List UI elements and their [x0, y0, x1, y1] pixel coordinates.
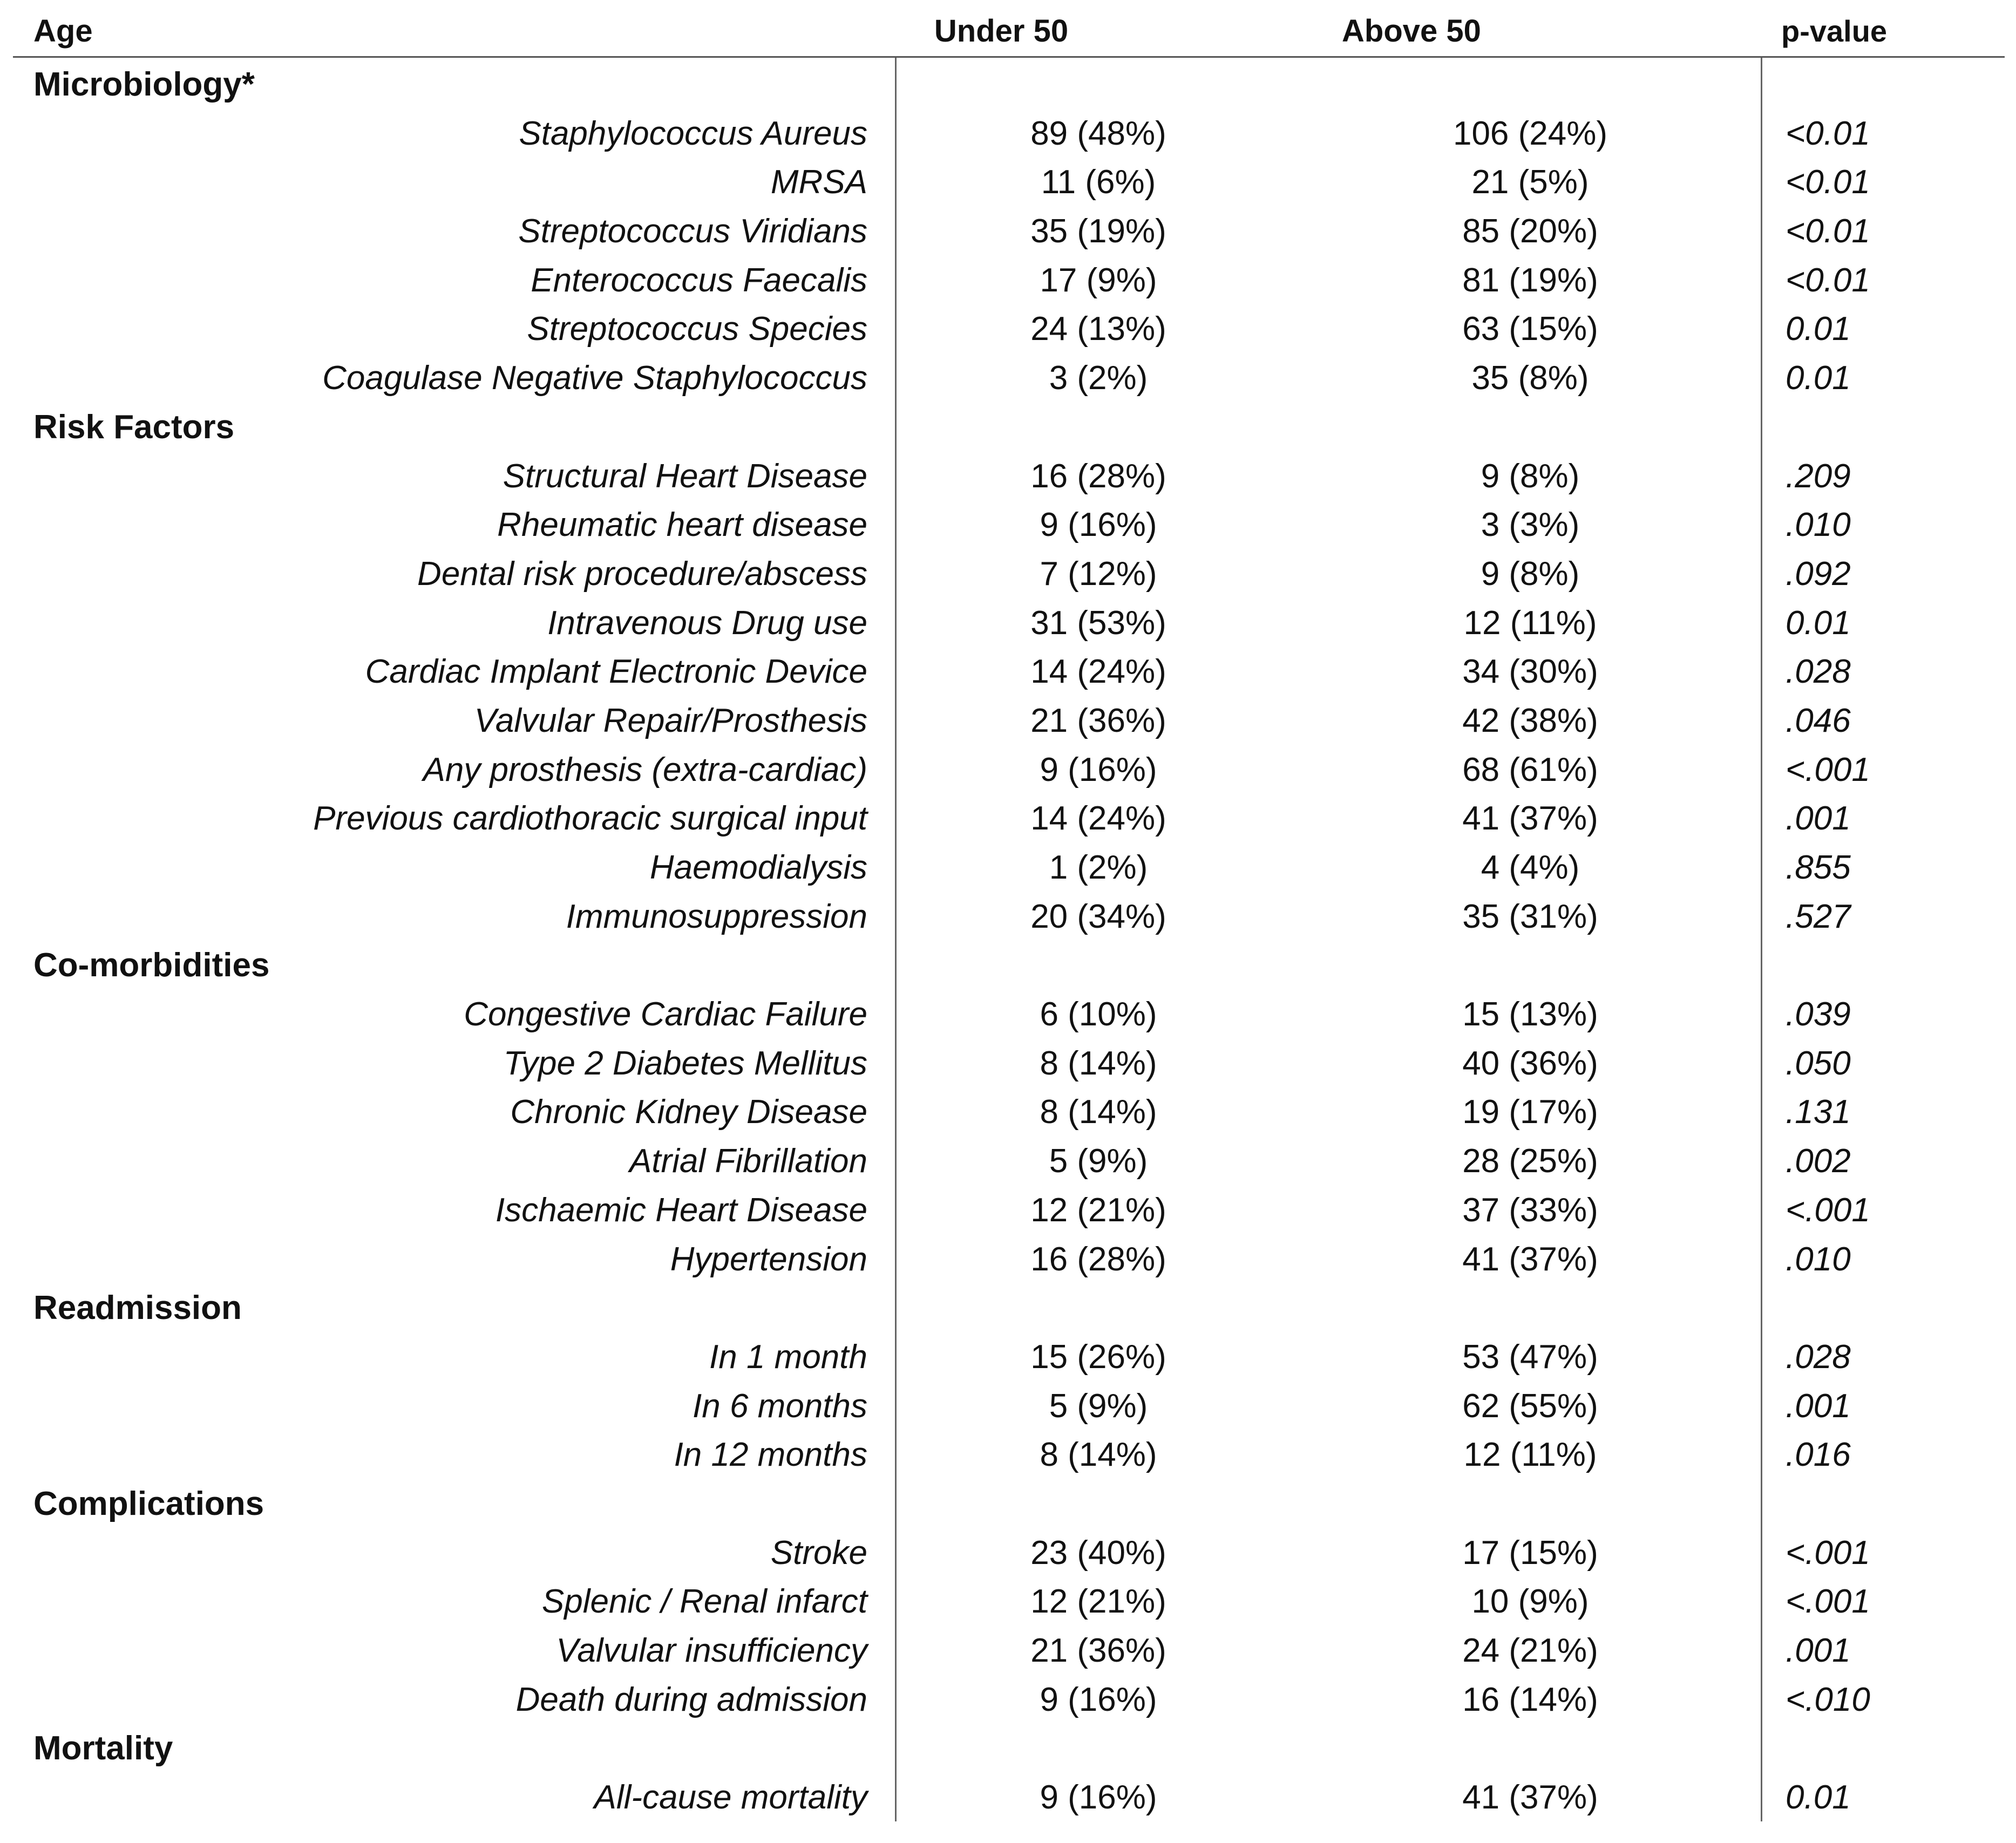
section-row [0, 941, 2016, 990]
table-row [0, 746, 2016, 795]
row-label: Splenic / Renal infarct [541, 1583, 867, 1621]
under-50-value: 31 (53%) [1030, 604, 1166, 642]
p-value: .527 [1786, 897, 1851, 935]
above-50-value: 42 (38%) [1462, 702, 1598, 739]
table-row [0, 1039, 2016, 1089]
under-50-value: 89 (48%) [1030, 114, 1166, 152]
under-50-value: 16 (28%) [1030, 457, 1166, 495]
above-50-value: 16 (14%) [1462, 1681, 1598, 1718]
row-label: Stroke [770, 1534, 867, 1572]
row-label: Chronic Kidney Disease [510, 1093, 867, 1131]
p-value: <0.01 [1786, 114, 1870, 152]
above-50-value: 40 (36%) [1462, 1044, 1598, 1082]
section-title: Risk Factors [33, 408, 235, 446]
table-row [0, 599, 2016, 648]
table-row [0, 844, 2016, 893]
row-label: Immunosuppression [566, 897, 867, 935]
above-50-value: 9 (8%) [1481, 555, 1580, 593]
table-row [0, 1186, 2016, 1235]
table-row [0, 794, 2016, 844]
table-body [0, 60, 2016, 1822]
row-label: In 1 month [709, 1338, 867, 1376]
table-row [0, 1382, 2016, 1431]
p-value: <0.01 [1786, 261, 1870, 299]
under-50-value: 9 (16%) [1040, 1779, 1157, 1817]
table-row [0, 550, 2016, 599]
row-label: Valvular insufficiency [556, 1632, 867, 1669]
above-50-value: 21 (5%) [1471, 164, 1589, 201]
p-value: .016 [1786, 1436, 1851, 1474]
table-row [0, 1333, 2016, 1382]
row-label: Atrial Fibrillation [629, 1142, 867, 1180]
section-row [0, 403, 2016, 452]
under-50-value: 21 (36%) [1030, 702, 1166, 739]
above-50-value: 24 (21%) [1462, 1632, 1598, 1669]
under-50-value: 3 (2%) [1049, 359, 1148, 397]
above-50-value: 35 (8%) [1471, 359, 1589, 397]
table-row [0, 354, 2016, 403]
above-50-value: 10 (9%) [1471, 1583, 1589, 1621]
p-value: .131 [1786, 1093, 1851, 1131]
above-50-value: 62 (55%) [1462, 1387, 1598, 1425]
header-above-50: Above 50 [1342, 13, 1481, 49]
table-row [0, 1235, 2016, 1284]
section-row [0, 1724, 2016, 1773]
p-value: .050 [1786, 1044, 1851, 1082]
row-label: Valvular Repair/Prosthesis [474, 702, 867, 739]
row-label: Structural Heart Disease [503, 457, 867, 495]
under-50-value: 17 (9%) [1040, 261, 1157, 299]
p-value: <0.01 [1786, 164, 1870, 201]
table-row [0, 1676, 2016, 1725]
under-50-value: 8 (14%) [1040, 1044, 1157, 1082]
above-50-value: 63 (15%) [1462, 310, 1598, 348]
above-50-value: 68 (61%) [1462, 751, 1598, 788]
row-label: Cardiac Implant Electronic Device [365, 653, 867, 691]
under-50-value: 12 (21%) [1030, 1191, 1166, 1229]
p-value: 0.01 [1786, 604, 1851, 642]
table-row [0, 648, 2016, 697]
under-50-value: 23 (40%) [1030, 1534, 1166, 1572]
above-50-value: 15 (13%) [1462, 996, 1598, 1033]
table-row [0, 1577, 2016, 1627]
header-rule [13, 56, 2005, 58]
above-50-value: 9 (8%) [1481, 457, 1580, 495]
p-value: .028 [1786, 653, 1851, 691]
p-value: .039 [1786, 996, 1851, 1033]
row-label: Death during admission [515, 1681, 867, 1718]
above-50-value: 85 (20%) [1462, 213, 1598, 250]
table-row [0, 990, 2016, 1039]
section-title: Mortality [33, 1730, 173, 1767]
table-row [0, 893, 2016, 942]
p-value: .028 [1786, 1338, 1851, 1376]
under-50-value: 14 (24%) [1030, 653, 1166, 691]
p-value: 0.01 [1786, 310, 1851, 348]
row-label: Intravenous Drug use [547, 604, 867, 642]
under-50-value: 8 (14%) [1040, 1436, 1157, 1474]
p-value: .001 [1786, 1632, 1851, 1669]
p-value: .855 [1786, 849, 1851, 886]
row-label: Previous cardiothoracic surgical input [313, 800, 867, 838]
p-value: .001 [1786, 800, 1851, 838]
under-50-value: 5 (9%) [1049, 1142, 1148, 1180]
p-value: .001 [1786, 1387, 1851, 1425]
row-label: In 12 months [674, 1436, 867, 1474]
above-50-value: 19 (17%) [1462, 1093, 1598, 1131]
above-50-value: 17 (15%) [1462, 1534, 1598, 1572]
under-50-value: 14 (24%) [1030, 800, 1166, 838]
above-50-value: 41 (37%) [1462, 1240, 1598, 1278]
row-label: Congestive Cardiac Failure [464, 996, 867, 1033]
under-50-value: 7 (12%) [1040, 555, 1157, 593]
row-label: Hypertension [670, 1240, 867, 1278]
above-50-value: 28 (25%) [1462, 1142, 1598, 1180]
table-row [0, 1529, 2016, 1578]
row-label: Coagulase Negative Staphylococcus [322, 359, 867, 397]
above-50-value: 37 (33%) [1462, 1191, 1598, 1229]
table-row [0, 1431, 2016, 1480]
p-value: 0.01 [1786, 359, 1851, 397]
section-row [0, 1284, 2016, 1333]
section-title: Microbiology* [33, 66, 255, 103]
under-50-value: 16 (28%) [1030, 1240, 1166, 1278]
header-age: Age [33, 13, 93, 49]
p-value: .010 [1786, 506, 1851, 544]
above-50-value: 12 (11%) [1463, 604, 1597, 642]
table-row [0, 1773, 2016, 1822]
p-value: .046 [1786, 702, 1851, 739]
section-row [0, 1480, 2016, 1529]
section-title: Co-morbidities [33, 947, 270, 984]
header-p-value: p-value [1781, 14, 1888, 48]
p-value: <.001 [1786, 1534, 1870, 1572]
section-row [0, 60, 2016, 110]
table-row [0, 697, 2016, 746]
row-label: Haemodialysis [649, 849, 867, 886]
under-50-value: 20 (34%) [1030, 897, 1166, 935]
row-label: All-cause mortality [594, 1779, 867, 1817]
row-label: Type 2 Diabetes Mellitus [503, 1044, 867, 1082]
section-title: Complications [33, 1485, 264, 1522]
section-title: Readmission [33, 1289, 242, 1327]
above-50-value: 12 (11%) [1463, 1436, 1597, 1474]
under-50-value: 6 (10%) [1040, 996, 1157, 1033]
row-label: In 6 months [693, 1387, 867, 1425]
row-label: Any prosthesis (extra-cardiac) [423, 751, 867, 788]
under-50-value: 15 (26%) [1030, 1338, 1166, 1376]
p-value: <.001 [1786, 1191, 1870, 1229]
table-row [0, 256, 2016, 305]
above-50-value: 3 (3%) [1481, 506, 1580, 544]
p-value: .010 [1786, 1240, 1851, 1278]
above-50-value: 41 (37%) [1462, 1779, 1598, 1817]
row-label: Streptococcus Species [527, 310, 867, 348]
above-50-value: 81 (19%) [1462, 261, 1598, 299]
table-row [0, 207, 2016, 256]
under-50-value: 12 (21%) [1030, 1583, 1166, 1621]
above-50-value: 53 (47%) [1462, 1338, 1598, 1376]
table-row [0, 1627, 2016, 1676]
header-under-50: Under 50 [934, 13, 1069, 49]
under-50-value: 5 (9%) [1049, 1387, 1148, 1425]
row-label: Enterococcus Faecalis [531, 261, 867, 299]
above-50-value: 35 (31%) [1462, 897, 1598, 935]
under-50-value: 9 (16%) [1040, 1681, 1157, 1718]
row-label: Staphylococcus Aureus [519, 114, 867, 152]
under-50-value: 9 (16%) [1040, 751, 1157, 788]
row-label: Rheumatic heart disease [497, 506, 867, 544]
row-label: Ischaemic Heart Disease [495, 1191, 867, 1229]
under-50-value: 11 (6%) [1041, 164, 1156, 201]
table-row [0, 305, 2016, 354]
table-header [0, 0, 2016, 59]
table-row [0, 158, 2016, 207]
under-50-value: 8 (14%) [1040, 1093, 1157, 1131]
p-value: .092 [1786, 555, 1851, 593]
under-50-value: 1 (2%) [1049, 849, 1148, 886]
under-50-value: 24 (13%) [1030, 310, 1166, 348]
table-row [0, 501, 2016, 550]
table-row [0, 452, 2016, 501]
row-label: MRSA [770, 164, 867, 201]
table-row [0, 110, 2016, 159]
p-value: <0.01 [1786, 213, 1870, 250]
row-label: Dental risk procedure/abscess [417, 555, 867, 593]
p-value: 0.01 [1786, 1779, 1851, 1817]
p-value: .002 [1786, 1142, 1851, 1180]
under-50-value: 9 (16%) [1040, 506, 1157, 544]
above-50-value: 41 (37%) [1462, 800, 1598, 838]
above-50-value: 4 (4%) [1481, 849, 1580, 886]
table-row [0, 1137, 2016, 1186]
under-50-value: 21 (36%) [1030, 1632, 1166, 1669]
p-value: .209 [1786, 457, 1851, 495]
p-value: <.001 [1786, 1583, 1870, 1621]
row-label: Streptococcus Viridians [518, 213, 867, 250]
p-value: <.010 [1786, 1681, 1870, 1718]
above-50-value: 34 (30%) [1462, 653, 1598, 691]
under-50-value: 35 (19%) [1030, 213, 1166, 250]
table-row [0, 1088, 2016, 1137]
above-50-value: 106 (24%) [1452, 114, 1608, 152]
p-value: <.001 [1786, 751, 1870, 788]
